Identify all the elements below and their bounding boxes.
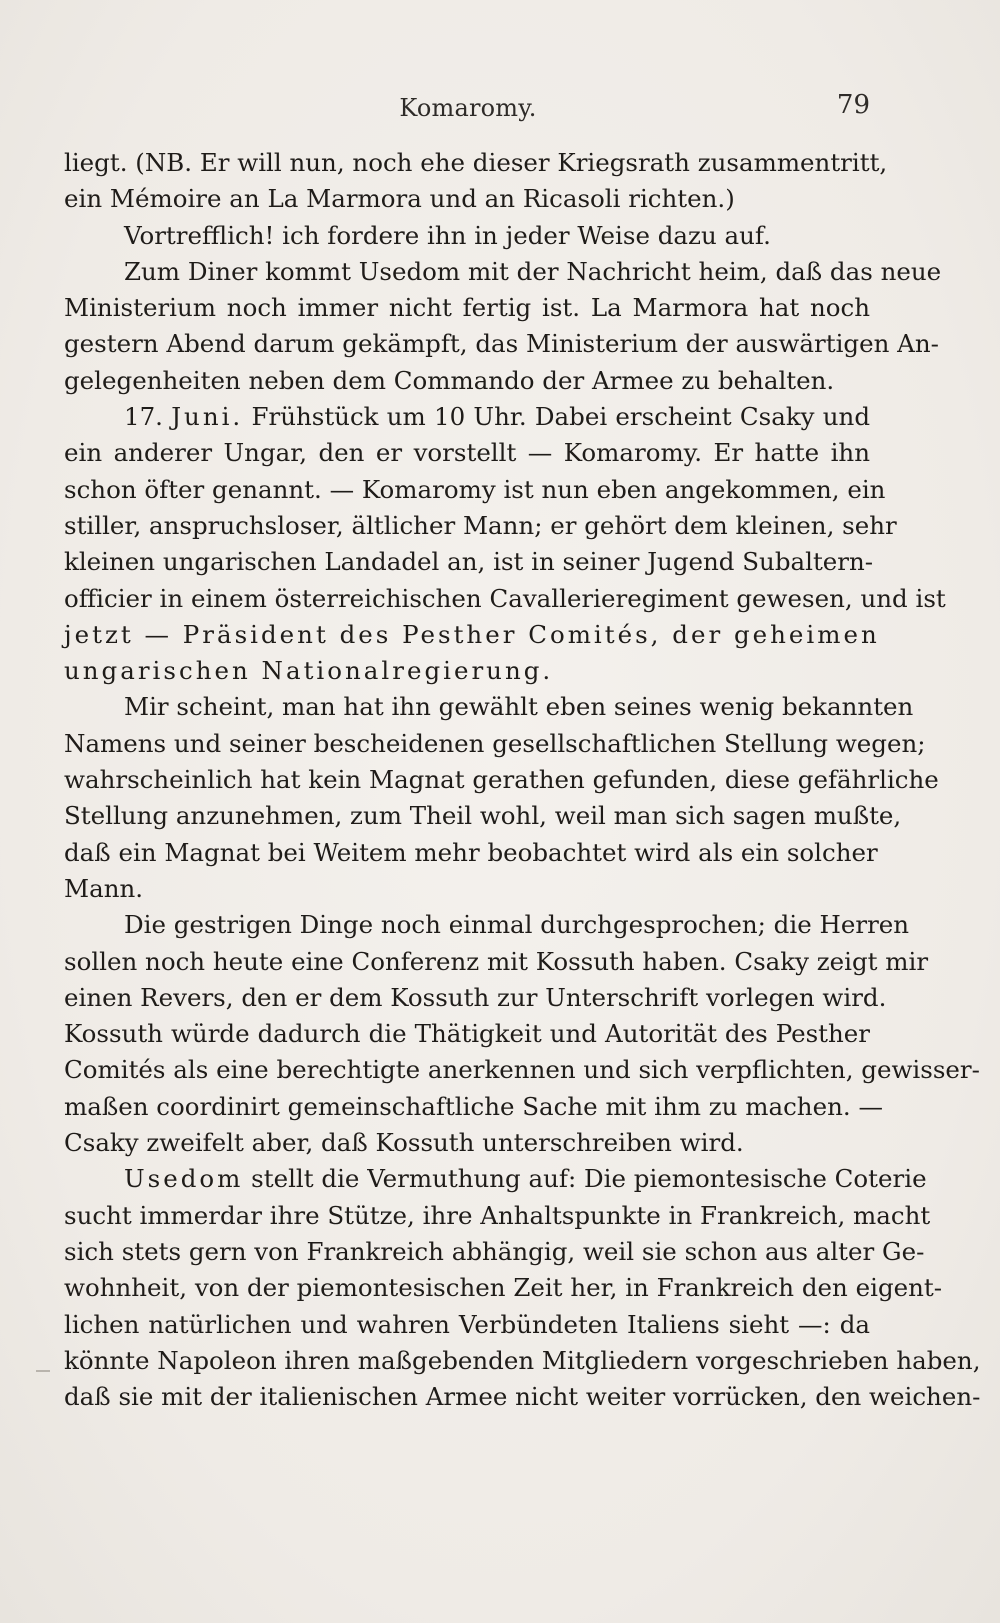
body-text bbox=[64, 145, 981, 1415]
text-line: ungarischen Nationalregierung. bbox=[64, 656, 554, 686]
text-line: 17. Juni. Frühstück um 10 Uhr. Dabei erscheint Csaky und bbox=[124, 402, 870, 432]
text-line: Die gestrigen Dinge noch einmal durchgesprochen; die Herren bbox=[124, 910, 910, 940]
text-line: Vortrefflich! ich fordere ihn in jeder Weise dazu auf. bbox=[124, 220, 771, 250]
text-line: Zum Diner kommt Usedom mit der Nachricht heim, daß das neue bbox=[124, 256, 942, 286]
emphasized-word: Usedom bbox=[124, 1164, 244, 1194]
text-line: Mir scheint, man hat ihn gewählt eben seines wenig bekannten bbox=[124, 692, 914, 722]
text-line: daß sie mit der italienischen Armee nicht weiter vorrücken, den weichen- bbox=[64, 1382, 981, 1412]
text-line: gestern Abend darum gekämpft, das Ministerium der auswärtigen An- bbox=[64, 329, 939, 359]
emphasized-word: Juni. bbox=[171, 402, 244, 432]
text-line: daß ein Magnat bei Weitem mehr beobachtet wird als ein solcher bbox=[64, 837, 878, 867]
running-head: Komaromy. bbox=[399, 94, 537, 122]
text-line: könnte Napoleon ihren maßgebenden Mitgliedern vorgeschrieben haben, bbox=[64, 1345, 981, 1375]
text-line: lichen natürlichen und wahren Verbündeten Italiens sieht —: da bbox=[64, 1309, 870, 1339]
text-line: gelegenheiten neben dem Commando der Armee zu behalten. bbox=[64, 365, 835, 395]
text-line: Kossuth würde dadurch die Thätigkeit und Autorität des Pesther bbox=[64, 1019, 870, 1049]
text-line: Namens und seiner bescheidenen gesellschaftlichen Stellung wegen; bbox=[64, 728, 926, 758]
text-line: ein Mémoire an La Marmora und an Ricasoli richten.) bbox=[64, 184, 735, 214]
text-line: sich stets gern von Frankreich abhängig, weil sie schon aus alter Ge- bbox=[64, 1236, 925, 1266]
text-line: sucht immerdar ihre Stütze, ihre Anhaltspunkte in Frankreich, macht bbox=[64, 1200, 931, 1230]
text-line: Csaky zweifelt aber, daß Kossuth unterschreiben wird. bbox=[64, 1128, 744, 1158]
page-header bbox=[66, 86, 870, 126]
text-line: einen Revers, den er dem Kossuth zur Unterschrift vorlegen wird. bbox=[64, 982, 887, 1012]
text-line: jetzt — Präsident des Pesther Comités, der geheimen bbox=[64, 619, 880, 649]
text-line: schon öfter genannt. — Komaromy ist nun eben angekommen, ein bbox=[64, 474, 886, 504]
text-line: Stellung anzunehmen, zum Theil wohl, weil man sich sagen mußte, bbox=[64, 801, 902, 831]
text-line: Usedom stellt die Vermuthung auf: Die piemontesische Coterie bbox=[124, 1164, 927, 1194]
page-number: 79 bbox=[836, 90, 870, 120]
margin-mark bbox=[36, 1370, 50, 1372]
text-line: officier in einem österreichischen Cavallerieregiment gewesen, und ist bbox=[64, 583, 946, 613]
text-line: Comités als eine berechtigte anerkennen und sich verpflichten, gewisser- bbox=[64, 1055, 980, 1085]
text-line: stiller, anspruchsloser, ältlicher Mann; er gehört dem kleinen, sehr bbox=[64, 510, 897, 540]
text-line: maßen coordinirt gemeinschaftliche Sache mit ihm zu machen. — bbox=[64, 1091, 883, 1121]
text-line: kleinen ungarischen Landadel an, ist in seiner Jugend Subaltern- bbox=[64, 547, 874, 577]
text-line: liegt. (NB. Er will nun, noch ehe dieser Kriegsrath zusammentritt, bbox=[64, 148, 888, 177]
text-line: Mann. bbox=[64, 873, 144, 903]
text-line: wahrscheinlich hat kein Magnat gerathen gefunden, diese gefährliche bbox=[64, 765, 939, 795]
text-line: wohnheit, von der piemontesischen Zeit her, in Frankreich den eigent- bbox=[64, 1273, 943, 1303]
text-line: ein anderer Ungar, den er vorstellt — Komaromy. Er hatte ihn bbox=[64, 438, 870, 468]
text-line: sollen noch heute eine Conferenz mit Kossuth haben. Csaky zeigt mir bbox=[64, 946, 929, 976]
text-line: Ministerium noch immer nicht fertig ist. La Marmora hat noch bbox=[64, 293, 870, 323]
